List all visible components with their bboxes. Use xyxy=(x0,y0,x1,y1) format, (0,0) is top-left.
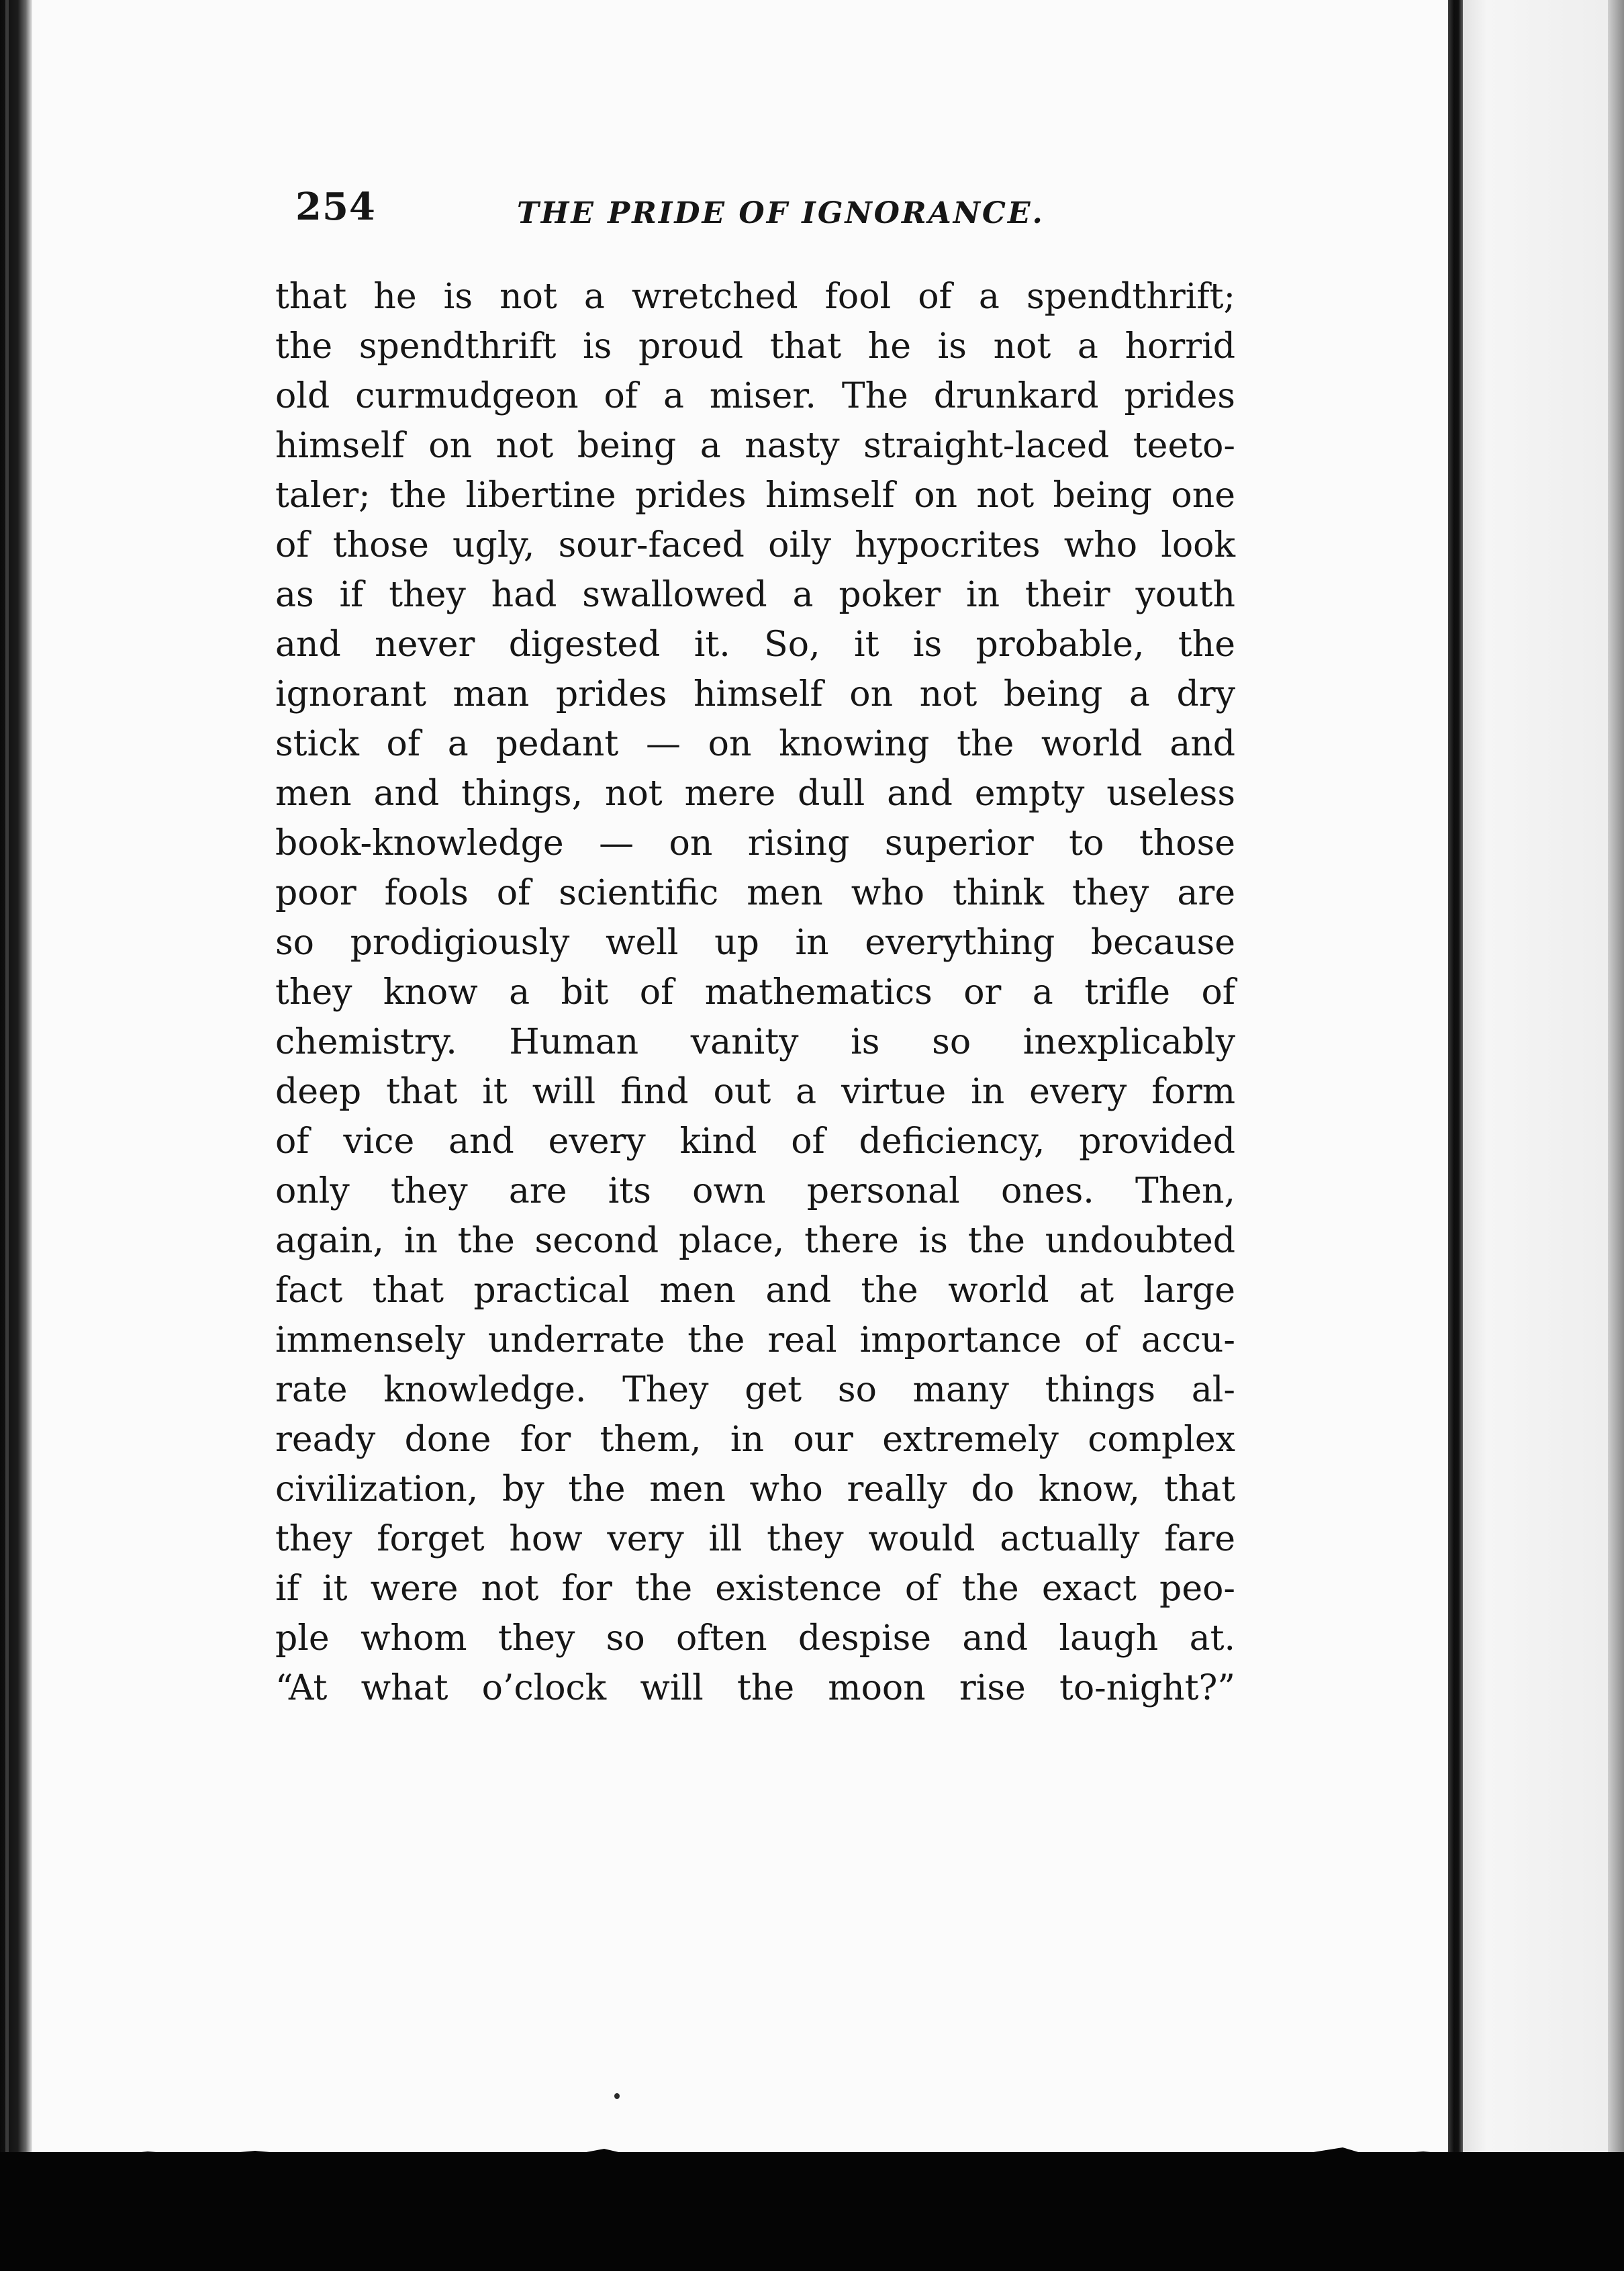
text-line: men and things, not mere dull and empty useless xyxy=(275,774,1235,814)
text-line: as if they had swallowed a poker in their youth xyxy=(275,575,1235,615)
adjacent-page-edge xyxy=(1463,0,1624,2271)
text-line: they forget how very ill they would actually fare xyxy=(275,1519,1235,1559)
text-line: they know a bit of mathematics or a trifle of xyxy=(275,972,1235,1013)
text-line: rate knowledge. They get so many things al- xyxy=(275,1370,1235,1410)
text-line: chemistry. Human vanity is so inexplicably xyxy=(275,1022,1235,1062)
text-line: deep that it will find out a virtue in every form xyxy=(275,1072,1235,1112)
text-line: if it were not for the existence of the exact peo- xyxy=(275,1569,1235,1609)
text-line: poor fools of scientific men who think they are xyxy=(275,873,1235,913)
body-text xyxy=(275,272,1235,1713)
text-line: fact that practical men and the world at large xyxy=(275,1270,1235,1311)
page-fold xyxy=(1448,0,1463,2271)
binding-line xyxy=(5,0,9,2271)
text-line: immensely underrate the real importance of accu- xyxy=(275,1320,1235,1360)
text-line: that he is not a wretched fool of a spendthrift; xyxy=(275,277,1235,317)
text-line: of those ugly, sour-faced oily hypocrites who look xyxy=(275,525,1235,565)
text-line: and never digested it. So, it is probable, the xyxy=(275,624,1235,665)
text-line: only they are its own personal ones. Then, xyxy=(275,1171,1235,1211)
running-title: THE PRIDE OF IGNORANCE. xyxy=(517,196,1045,230)
stray-mark xyxy=(614,2093,620,2099)
text-line: “At what o’clock will the moon rise to-night?” xyxy=(275,1668,1235,1708)
text-line: book-knowledge — on rising superior to those xyxy=(275,823,1235,864)
adjacent-page-border xyxy=(1608,0,1624,2271)
text-line: again, in the second place, there is the undoubted xyxy=(275,1221,1235,1261)
text-line: stick of a pedant — on knowing the world and xyxy=(275,724,1235,764)
running-head xyxy=(295,180,1437,234)
text-line: himself on not being a nasty straight-laced teeto- xyxy=(275,426,1235,466)
text-line: of vice and every kind of deficiency, provided xyxy=(275,1121,1235,1162)
text-line: ready done for them, in our extremely complex xyxy=(275,1420,1235,1460)
scan-background xyxy=(0,2152,1624,2271)
text-line: taler; the libertine prides himself on not being one xyxy=(275,475,1235,516)
text-line: so prodigiously well up in everything because xyxy=(275,923,1235,963)
text-line: old curmudgeon of a miser. The drunkard prides xyxy=(275,376,1235,416)
text-line: civilization, by the men who really do know, that xyxy=(275,1469,1235,1510)
text-line: ple whom they so often despise and laugh at. xyxy=(275,1618,1235,1659)
page-number: 254 xyxy=(295,185,376,229)
text-line: ignorant man prides himself on not being a dry xyxy=(275,674,1235,714)
text-line: the spendthrift is proud that he is not a horrid xyxy=(275,326,1235,367)
